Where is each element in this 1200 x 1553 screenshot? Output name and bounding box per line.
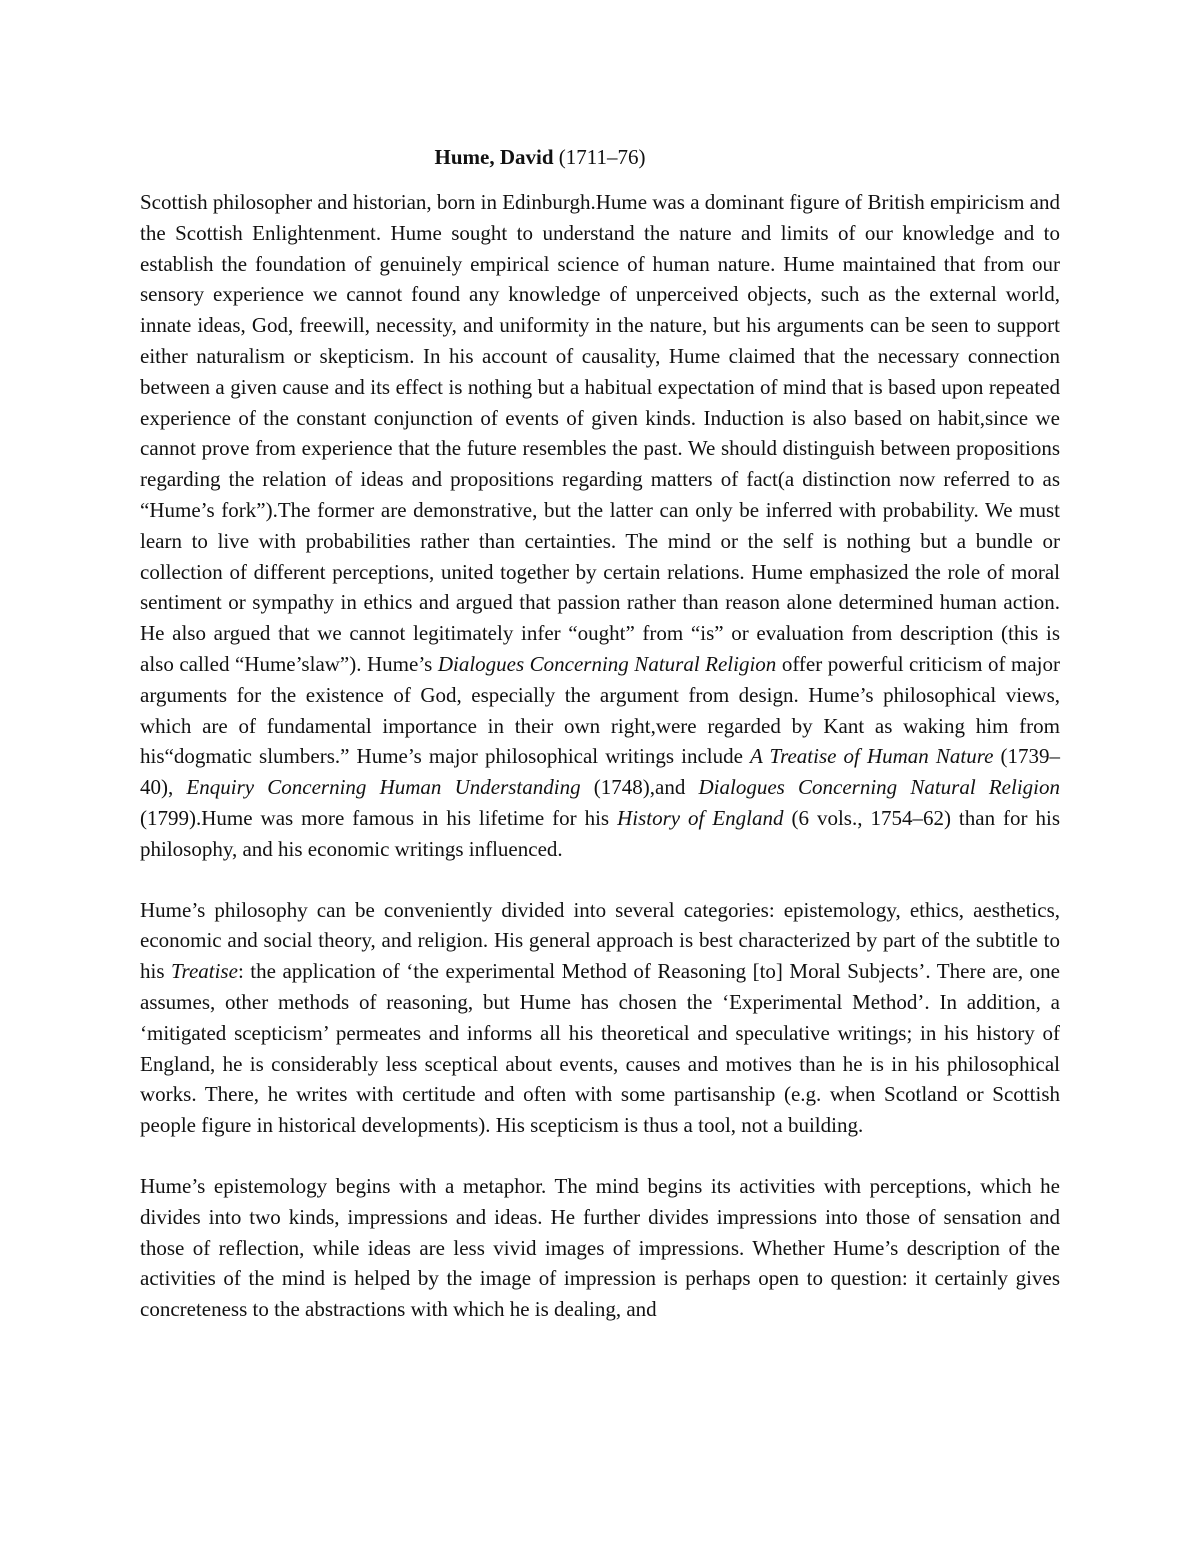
italic-title: Enquiry Concerning Human Understanding	[186, 775, 581, 800]
text-run: Scottish philosopher and historian, born in Edinburgh.Hume was a dominant figure of British empiricism and the Scottish Enlightenment. Hume sought to understand the nature and limits of our knowledge and to establish the foundation of genuinely empirical science of human nature. Hume maintained that from our sensory experience we cannot found any knowledge of unperceived objects, such as the external world, innate ideas, God, freewill, necessity, and uniformity in the nature, but his arguments can be seen to support either naturalism or skepticism. In his account of causality, Hume claimed that the necessary connection between a given cause and its effect is nothing but a habitual expectation of mind that is based upon repeated experience of the constant conjunction of events of given kinds. Induction is also based on habit,since we cannot prove from experience that the future resembles the past. We should distinguish between propositions regarding the relation of ideas and propositions regarding matters of fact(a distinction now referred to as “Hume’s fork”).The former are demonstrative, but the latter can only be inferred with probability. We must learn to live with probabilities rather than certainties. The mind or the self is nothing but a bundle or collection of different perceptions, united together by certain relations. Hume emphasized the role of moral sentiment or sympathy in ethics and argued that passion rather than reason alone determined human action. He also argued that we cannot legitimately infer “ought” from “is” or evaluation from description (this is also called “Hume’slaw”). Hume’s	[140, 190, 1060, 676]
paragraph	[140, 187, 1060, 865]
entry-dates: (1711–76)	[558, 145, 646, 169]
text-run: Hume’s epistemology begins with a metaphor. The mind begins its activities with perceptions, which he divides into two kinds, impressions and ideas. He further divides impressions into those of sensation and those of reflection, while ideas are less vivid images of impressions. Whether Hume’s description of the activities of the mind is helped by the image of impression is perhaps open to question: it certainly gives concreteness to the abstractions with which he is dealing, and	[140, 1173, 1060, 1322]
body-text	[140, 187, 1060, 1325]
document-page	[140, 142, 1060, 1355]
text-run: (1739–40),	[140, 744, 1060, 800]
text-run: (6 vols., 1754–62) than for his philosophy, and his economic writings influenced.	[140, 805, 1061, 861]
italic-title: Dialogues Concerning Natural Religion	[698, 775, 1060, 800]
italic-title: Dialogues Concerning Natural Religion	[437, 651, 777, 676]
text-run: Hume’s philosophy can be conveniently divided into several categories: epistemology, ethics, aesthetics, economic and social theory, and religion. His general approach is best characterized by part of the subtitle to his	[140, 897, 1060, 984]
entry-name: Hume, David	[434, 145, 554, 169]
italic-title: A Treatise of Human Nature	[750, 744, 994, 769]
text-run: : the application of ‘the experimental Method of Reasoning [to] Moral Subjects’. There are, one assumes, other methods of reasoning, but Hume has chosen the ‘Experimental Method’. In addition, a ‘mitigated scepticism’ permeates and informs all his theoretical and speculative writings; in his history of England, he is considerably less sceptical about events, causes and motives than he is in his philosophical works. There, he writes with certitude and often with some partisanship (e.g. when Scotland or Scottish people figure in historical developments). His scepticism is thus a tool, not a building.	[140, 959, 1060, 1138]
italic-title: Treatise	[171, 959, 238, 984]
text-run: (1748),and	[580, 775, 699, 800]
paragraph	[140, 895, 1060, 1141]
text-run: (1799).Hume was more famous in his lifetime for his	[140, 805, 618, 830]
text-run: offer powerful criticism of major arguments for the existence of God, especially the argument from design. Hume’s philosophical views, which are of fundamental importance in their own right,were regarded by Kant as waking him from his“dogmatic slumbers.” Hume’s major philosophical writings include	[140, 651, 1060, 769]
italic-title: History of England	[617, 805, 784, 830]
paragraph	[140, 1171, 1060, 1325]
entry-title	[140, 142, 1060, 173]
